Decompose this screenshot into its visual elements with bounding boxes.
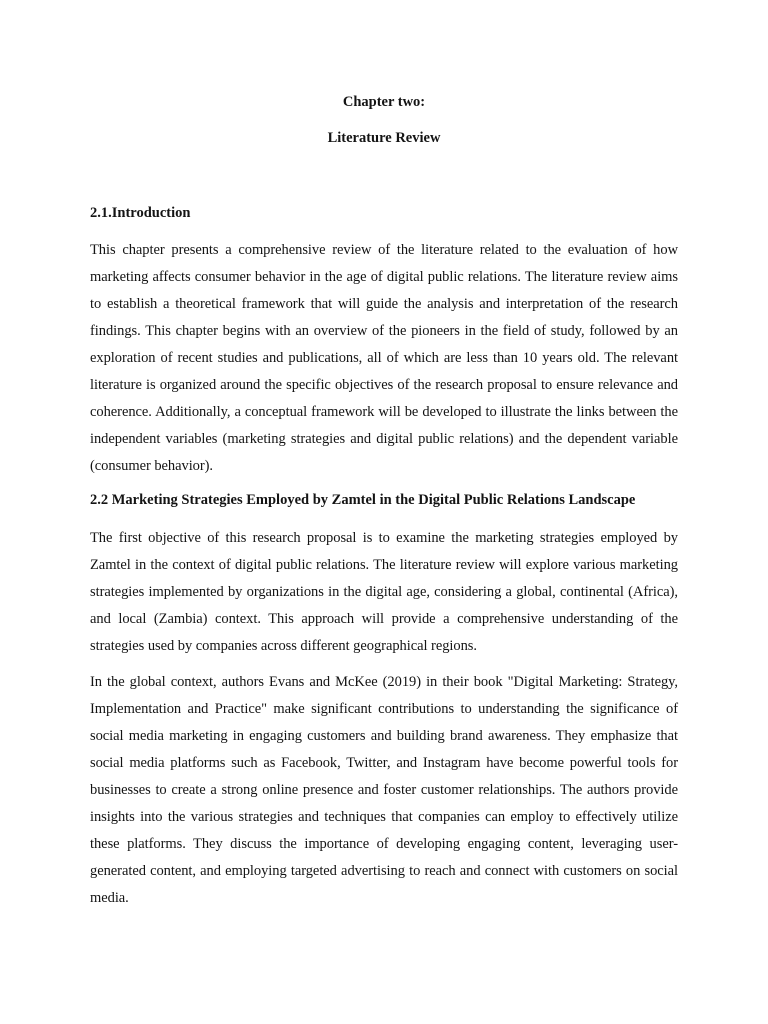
section-heading-marketing-strategies: 2.2 Marketing Strategies Employed by Zamtel in the Digital Public Relations Landscape: [90, 492, 636, 508]
section-heading-introduction: 2.1.Introduction: [90, 205, 191, 221]
paragraph-first-objective: The first objective of this research proposal is to examine the marketing strategies employed by Zamtel in the context of digital public relations. The literature review will explore various marketing strategies implemented by organizations in the digital age, considering a global, continental (Africa), and local (Zambia) context. This approach will provide a comprehensive understanding of the strategies used by companies across different geographical regions.: [90, 530, 678, 654]
chapter-title: Literature Review: [327, 130, 441, 146]
paragraph-global-context: In the global context, authors Evans and McKee (2019) in their book "Digital Marketing: Strategy, Implementation and Practice" make significant contributions to understanding the significance of social media marketing in engaging customers and building brand awareness. They emphasize that social media platforms such as Facebook, Twitter, and Instagram have become powerful tools for businesses to create a strong online presence and foster customer relationships. The authors provide insights into the various strategies and techniques that companies can employ to effectively utilize these platforms. They discuss the importance of developing engaging content, leveraging user-generated content, and employing targeted advertising to reach and connect with customers on social media.: [90, 674, 678, 906]
chapter-label: Chapter two:: [342, 94, 426, 110]
paragraph-introduction: This chapter presents a comprehensive review of the literature related to the evaluation of how marketing affects consumer behavior in the age of digital public relations. The literature review aims to establish a theoretical framework that will guide the analysis and interpretation of the research findings. This chapter begins with an overview of the pioneers in the field of study, followed by an exploration of recent studies and publications, all of which are less than 10 years old. The relevant literature is organized around the specific objectives of the research proposal to ensure relevance and coherence. Additionally, a conceptual framework will be developed to illustrate the links between the independent variables (marketing strategies and digital public relations) and the dependent variable (consumer behavior).: [90, 242, 678, 474]
